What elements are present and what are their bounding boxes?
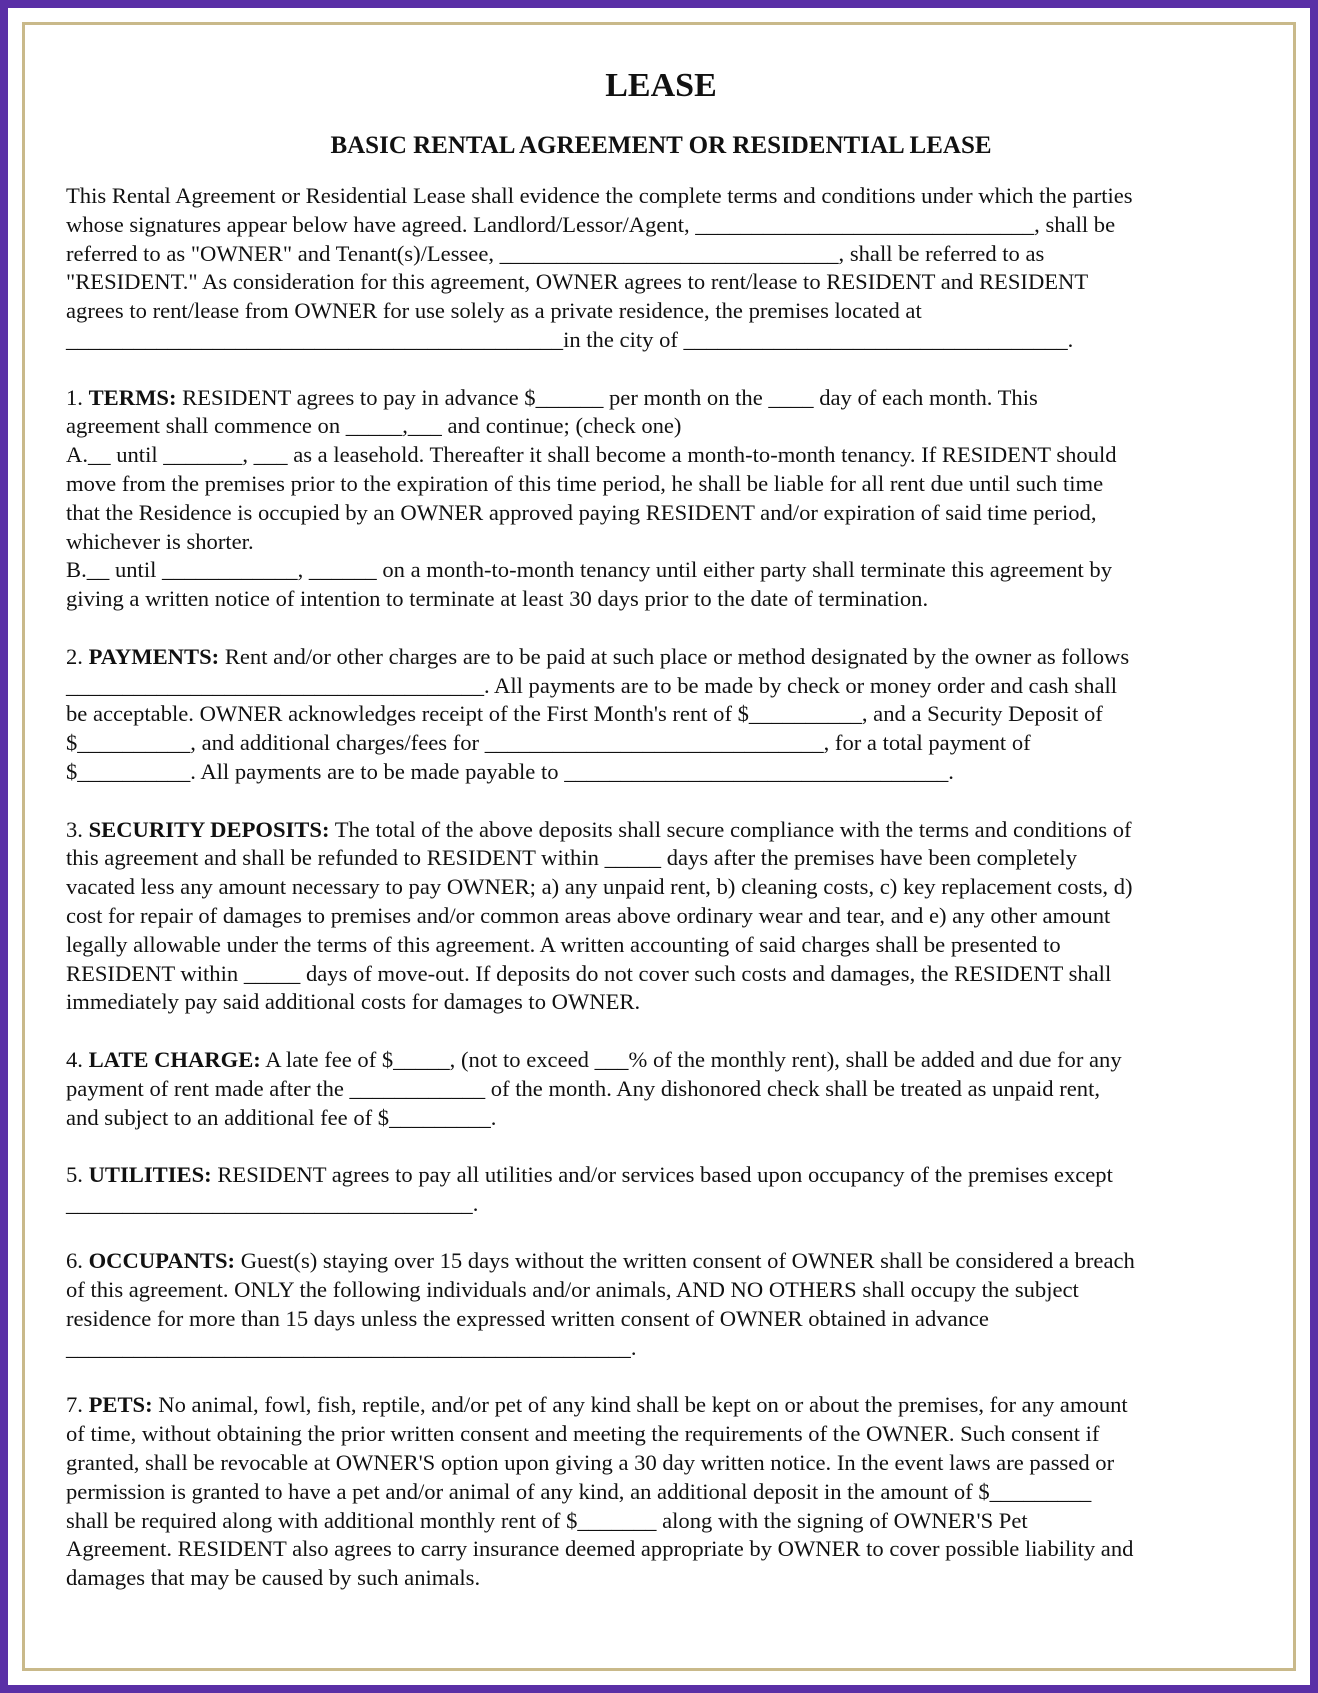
- section-number: 7.: [66, 1392, 83, 1418]
- section-text: RESIDENT agrees to pay in advance $______ per month on the ____ day of each month. This: [176, 384, 1038, 410]
- section-text: A late fee of $_____, (not to exceed ___% of the monthly rent), shall be added and due for any: [260, 1046, 1122, 1072]
- section-line: of this agreement. ONLY the following individuals and/or animals, AND NO OTHERS shall occupy the subject: [66, 1277, 1079, 1303]
- section-line: $__________. All payments are to be made payable to __________________________________.: [66, 758, 954, 784]
- intro-line: whose signatures appear below have agreed. Landlord/Lessor/Agent, ______________________________, shall be: [66, 211, 1116, 237]
- section-heading: UTILITIES:: [88, 1162, 212, 1188]
- intro-paragraph: [66, 182, 1256, 355]
- section-first-line: [66, 1161, 1256, 1190]
- section-line: payment of rent made after the ____________ of the month. Any dishonored check shall be treated as unpaid rent,: [66, 1075, 1100, 1101]
- section-first-line: [66, 816, 1256, 845]
- section-text: No animal, fowl, fish, reptile, and/or pet of any kind shall be kept on or about the premises, for any amount: [152, 1392, 1128, 1418]
- section-text: The total of the above deposits shall secure compliance with the terms and conditions of: [329, 816, 1132, 842]
- section-line: be acceptable. OWNER acknowledges receipt of the First Month's rent of $__________, and a Security Deposit of: [66, 701, 1103, 727]
- section-line: granted, shall be revocable at OWNER'S option upon giving a 30 day written notice. In the event laws are passed or: [66, 1450, 1115, 1476]
- section-first-line: [66, 1391, 1256, 1420]
- section-line: residence for more than 15 days unless the expressed written consent of OWNER obtained in advance: [66, 1306, 989, 1332]
- section-heading: LATE CHARGE:: [88, 1046, 261, 1072]
- section-text: Rent and/or other charges are to be paid at such place or method designated by the owner as follows: [219, 643, 1130, 669]
- intro-line: agrees to rent/lease from OWNER for use solely as a private residence, the premises located at: [66, 298, 922, 324]
- section-2: [66, 643, 1256, 787]
- section-line: permission is granted to have a pet and/or animal of any kind, an additional deposit in the amount of $_________: [66, 1478, 1092, 1504]
- section-number: 5.: [66, 1162, 83, 1188]
- section-line: agreement shall commence on _____,___ and continue; (check one): [66, 413, 682, 439]
- section-line: this agreement and shall be refunded to RESIDENT within _____ days after the premises have been completely: [66, 845, 1077, 871]
- section-1: [66, 384, 1256, 614]
- section-line: cost for repair of damages to premises and/or common areas above ordinary wear and tear, and e) any other amount: [66, 902, 1111, 928]
- section-line: legally allowable under the terms of this agreement. A written accounting of said charges shall be presented to: [66, 931, 1061, 957]
- section-text: Guest(s) staying over 15 days without the written consent of OWNER shall be considered a breach: [235, 1248, 1135, 1274]
- section-6: [66, 1247, 1256, 1362]
- section-text: RESIDENT agrees to pay all utilities and/or services based upon occupancy of the premises except: [211, 1162, 1113, 1188]
- section-line: A.__ until _______, ___ as a leasehold. Thereafter it shall become a month-to-month tenancy. If RESIDENT should: [66, 442, 1117, 468]
- section-heading: SECURITY DEPOSITS:: [88, 816, 330, 842]
- section-line: vacated less any amount necessary to pay OWNER; a) any unpaid rent, b) cleaning costs, c) key replacement costs, d): [66, 874, 1133, 900]
- section-line: move from the premises prior to the expiration of this time period, he shall be liable for all rent due until such time: [66, 470, 1104, 496]
- section-line: ____________________________________.: [66, 1190, 479, 1216]
- section-line: giving a written notice of intention to terminate at least 30 days prior to the date of termination.: [66, 586, 929, 612]
- section-4: [66, 1046, 1256, 1132]
- section-number: 1.: [66, 384, 83, 410]
- section-line: shall be required along with additional monthly rent of $_______ along with the signing of OWNER'S Pet: [66, 1507, 1028, 1533]
- intro-line: ____________________________________________in the city of __________________________________.: [66, 326, 1074, 352]
- lease-sections: [66, 384, 1256, 1593]
- section-line: immediately pay said additional costs for damages to OWNER.: [66, 989, 641, 1015]
- section-first-line: [66, 384, 1256, 413]
- intro-line: "RESIDENT." As consideration for this agreement, OWNER agrees to rent/lease to RESIDENT and RESIDENT: [66, 269, 1089, 295]
- section-first-line: [66, 1247, 1256, 1276]
- section-heading: OCCUPANTS:: [88, 1248, 236, 1274]
- section-line: $__________, and additional charges/fees for ______________________________, for a total payment of: [66, 730, 1031, 756]
- section-line: and subject to an additional fee of $_________.: [66, 1104, 497, 1130]
- section-line: damages that may be caused by such animals.: [66, 1565, 481, 1591]
- lease-document: [66, 62, 1256, 1622]
- section-number: 4.: [66, 1046, 83, 1072]
- section-heading: TERMS:: [88, 384, 177, 410]
- section-line: B.__ until ____________, ______ on a month-to-month tenancy until either party shall terminate this agreement by: [66, 557, 1113, 583]
- section-heading: PETS:: [88, 1392, 153, 1418]
- section-line: that the Residence is occupied by an OWNER approved paying RESIDENT and/or expiration of said time period,: [66, 499, 1097, 525]
- document-title: LEASE: [605, 67, 717, 104]
- section-line: __________________________________________________.: [66, 1334, 637, 1360]
- section-number: 2.: [66, 643, 83, 669]
- section-5: [66, 1161, 1256, 1219]
- section-heading: PAYMENTS:: [88, 643, 220, 669]
- section-line: whichever is shorter.: [66, 528, 254, 554]
- section-line: of time, without obtaining the prior written consent and meeting the requirements of the OWNER. Such consent if: [66, 1421, 1100, 1447]
- section-number: 6.: [66, 1248, 83, 1274]
- section-line: Agreement. RESIDENT also agrees to carry insurance deemed appropriate by OWNER to cover possible liability and: [66, 1536, 1134, 1562]
- section-first-line: [66, 643, 1256, 672]
- section-line: RESIDENT within _____ days of move-out. If deposits do not cover such costs and damages, the RESIDENT shall: [66, 960, 1112, 986]
- section-3: [66, 816, 1256, 1018]
- section-first-line: [66, 1046, 1256, 1075]
- document-subtitle: BASIC RENTAL AGREEMENT OR RESIDENTIAL LEASE: [330, 132, 992, 159]
- intro-line: referred to as "OWNER" and Tenant(s)/Lessee, ______________________________, shall be referred to as: [66, 240, 1045, 266]
- section-number: 3.: [66, 816, 83, 842]
- intro-line: This Rental Agreement or Residential Lease shall evidence the complete terms and conditions under which the parties: [66, 183, 1133, 208]
- section-7: [66, 1391, 1256, 1593]
- section-line: _____________________________________. All payments are to be made by check or money order and cash shall: [66, 672, 1118, 698]
